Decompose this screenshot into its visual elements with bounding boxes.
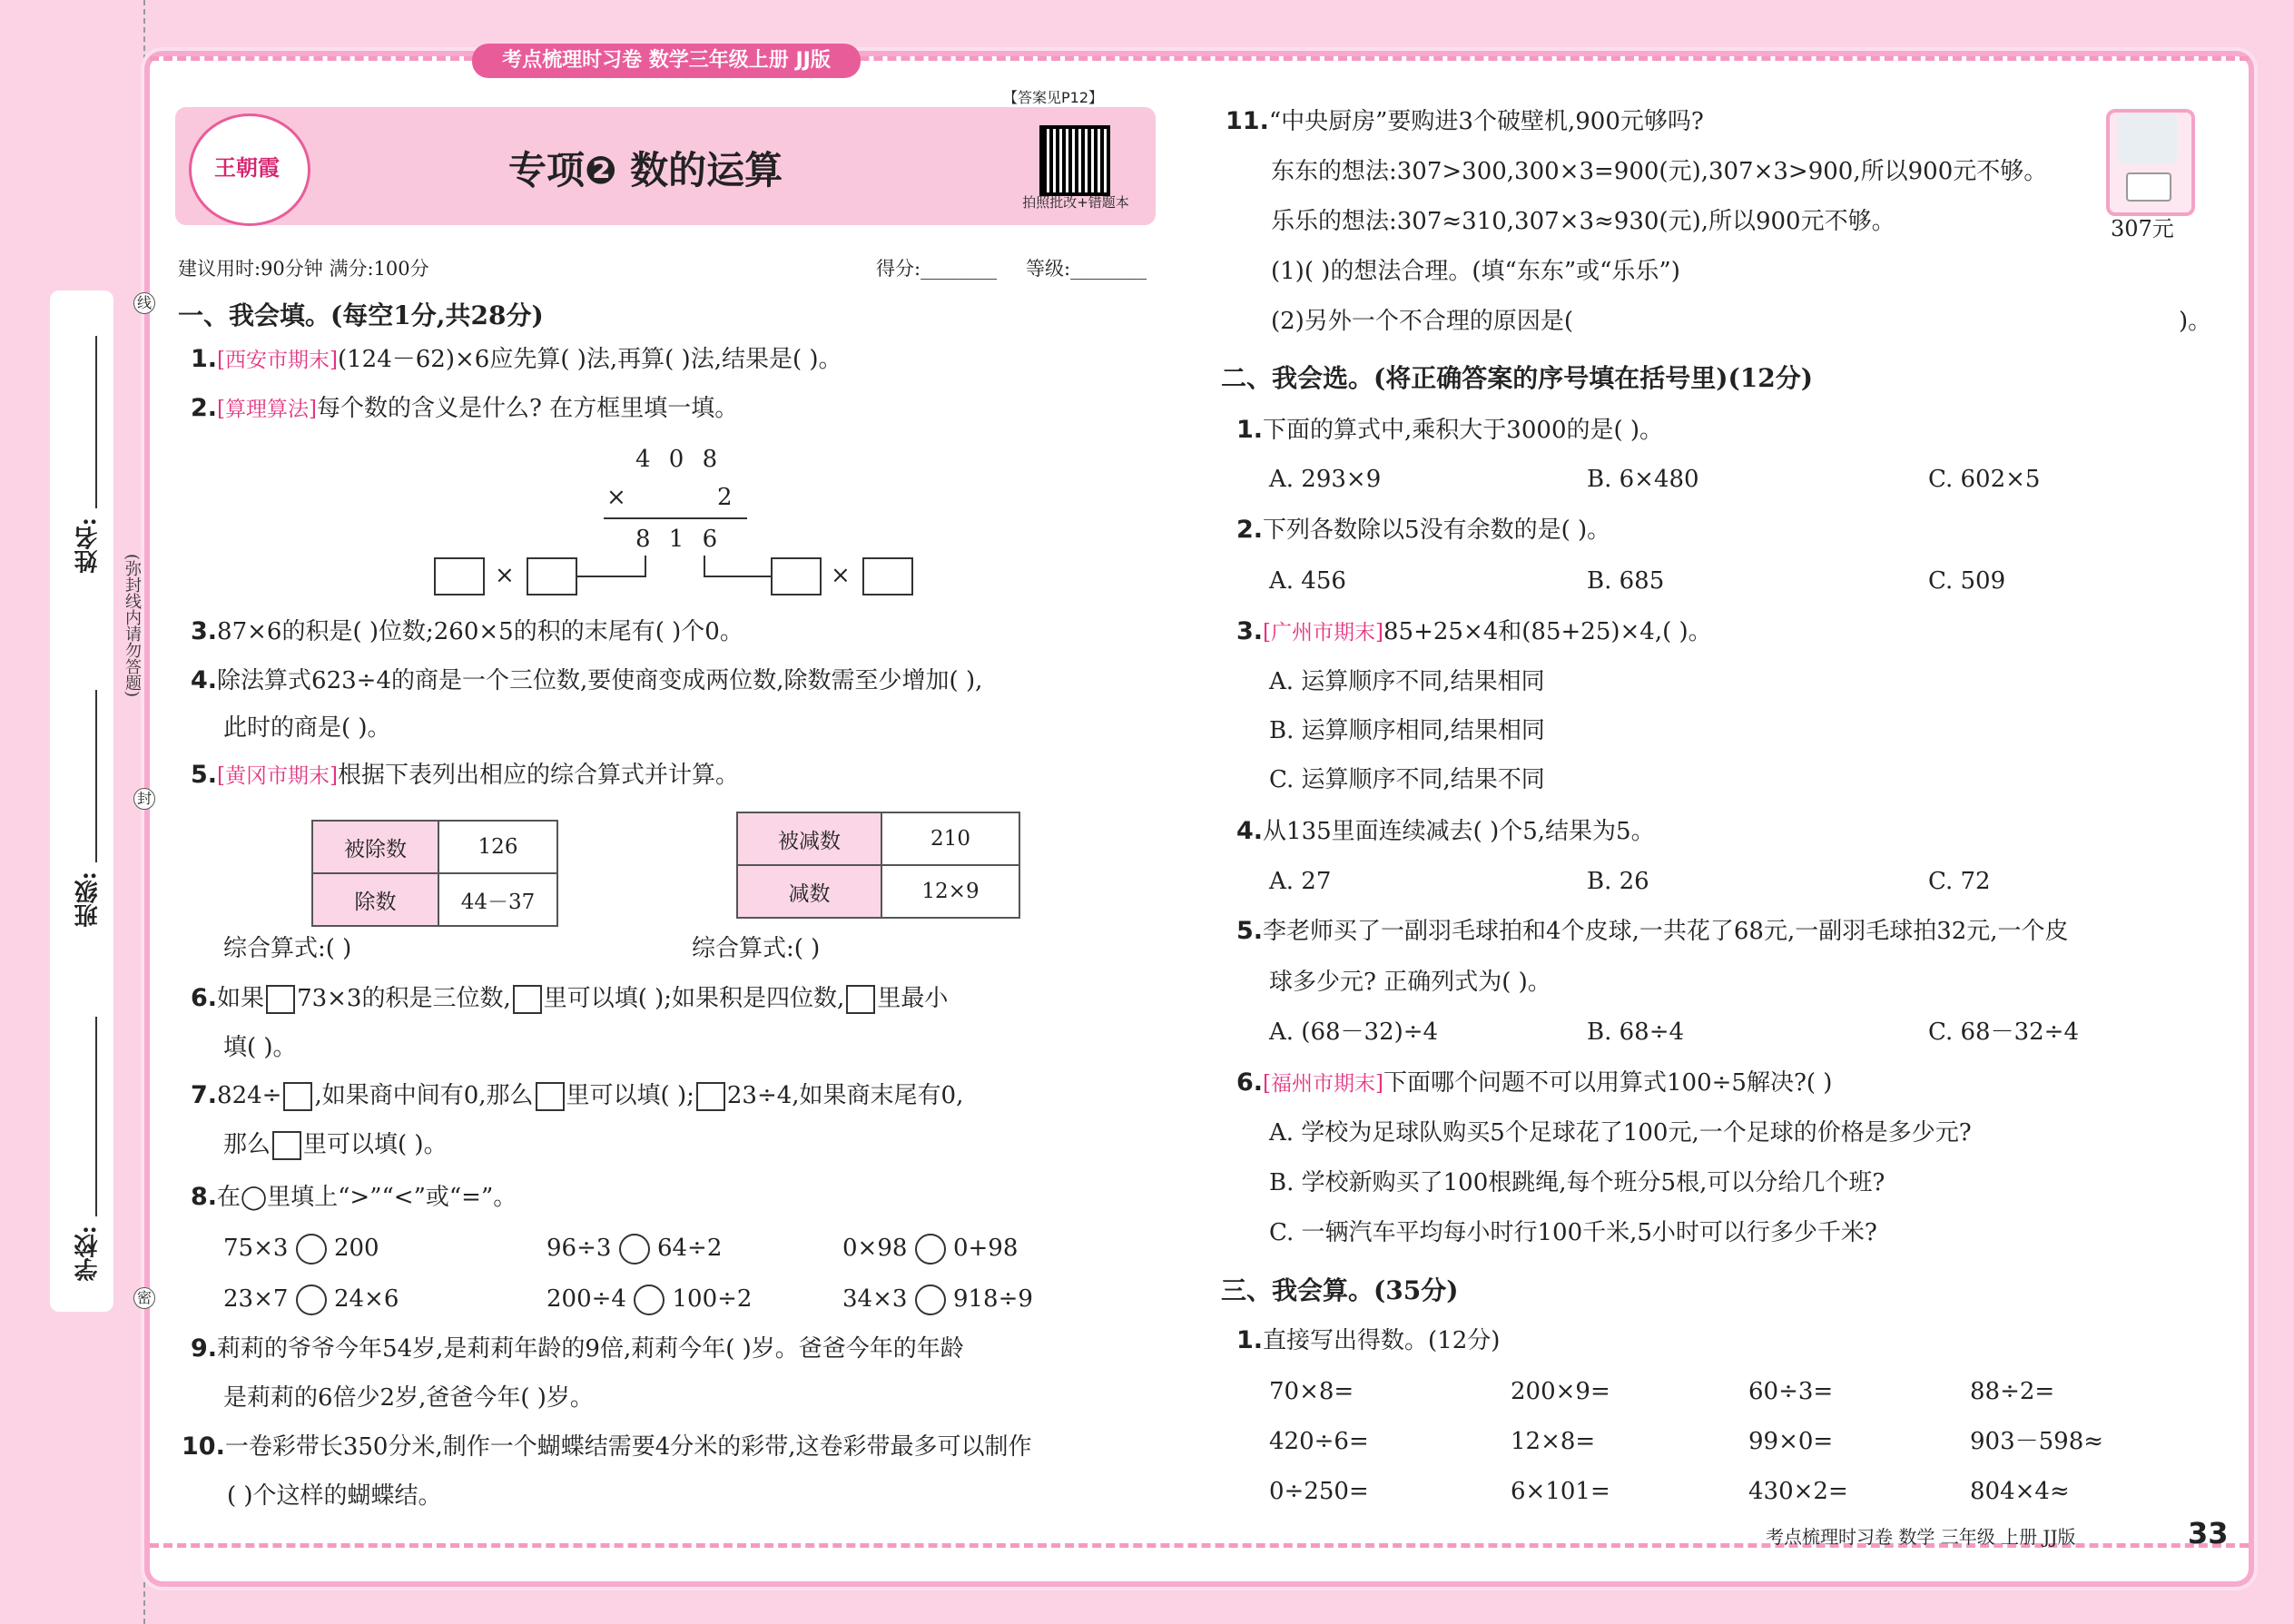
option[interactable]: B. 运算顺序相同,结果相同 xyxy=(1269,717,1545,744)
table-cell: 被减数 xyxy=(737,812,881,865)
seal-char-xian: 线 xyxy=(133,292,155,314)
q1-11: 11.“中央厨房”要购进3个破壁机,900元够吗? xyxy=(1226,107,1704,135)
table-cell: 126 xyxy=(438,821,557,873)
compare-item: 34×3 918÷9 xyxy=(842,1284,1033,1315)
section2-title: 二、我会选。(将正确答案的序号填在括号里)(12分) xyxy=(1221,363,1813,393)
answer-box[interactable] xyxy=(513,985,542,1014)
compare-circle[interactable] xyxy=(915,1284,946,1315)
q1-4-line2: 此时的商是( )。 xyxy=(223,714,391,742)
q1-6-line2: 填( )。 xyxy=(223,1034,297,1061)
bracket-left xyxy=(577,556,646,577)
blender-panel xyxy=(2126,172,2171,202)
table-cell: 44－37 xyxy=(438,873,557,926)
answer-box[interactable] xyxy=(696,1082,725,1111)
compare-item: 23×7 24×6 xyxy=(223,1284,399,1315)
answer-box[interactable] xyxy=(527,557,577,595)
calc-item[interactable]: 430×2= xyxy=(1748,1478,1848,1505)
option[interactable]: B. 6×480 xyxy=(1587,466,1699,493)
answer-box[interactable] xyxy=(771,557,822,595)
compare-item: 96÷3 64÷2 xyxy=(546,1234,722,1265)
compare-circle[interactable] xyxy=(619,1234,650,1265)
lele-idea: 乐乐的想法:307≈310,307×3≈930(元),所以900元不够。 xyxy=(1271,208,1895,235)
seal-note: (弥封线内请勿答题) xyxy=(123,554,142,698)
compare-item: 75×3 200 xyxy=(223,1234,379,1265)
option[interactable]: B. 学校新购买了100根跳绳,每个班分5根,可以分给几个班? xyxy=(1269,1169,1885,1196)
q1-11-part2: (2)另外一个不合理的原因是( xyxy=(1271,308,1573,335)
q1-8: 8.在◯里填上“>”“<”或“=”。 xyxy=(191,1183,517,1211)
option[interactable]: C. 72 xyxy=(1928,868,1991,895)
answer-box[interactable] xyxy=(846,985,875,1014)
expr2-field[interactable]: 综合算式:( ) xyxy=(692,935,821,962)
calc-item[interactable]: 200×9= xyxy=(1511,1378,1610,1405)
answer-box[interactable] xyxy=(266,985,295,1014)
answer-box[interactable] xyxy=(283,1082,312,1111)
q1-4: 4.除法算式623÷4的商是一个三位数,要使商变成两位数,除数需至少增加( ), xyxy=(191,666,983,694)
option[interactable]: A. 456 xyxy=(1269,567,1346,595)
option[interactable]: B. 685 xyxy=(1587,567,1665,595)
option[interactable]: C. 509 xyxy=(1928,567,2006,595)
mult-op2: × xyxy=(831,562,851,589)
option[interactable]: A. 学校为足球队购买5个足球花了100元,一个足球的价格是多少元? xyxy=(1269,1119,1972,1147)
blender-jar xyxy=(2117,113,2177,163)
calc-item[interactable]: 12×8= xyxy=(1511,1428,1596,1455)
mult-op1: × xyxy=(495,562,515,589)
compare-item: 0×98 0+98 xyxy=(842,1234,1018,1265)
calc-item[interactable]: 0÷250= xyxy=(1269,1478,1369,1505)
answer-box[interactable] xyxy=(272,1131,301,1160)
answer-box[interactable] xyxy=(536,1082,565,1111)
option[interactable]: C. 运算顺序不同,结果不同 xyxy=(1269,766,1545,793)
class-line xyxy=(95,690,97,862)
q1-10-line2: ( )个这样的蝴蝶结。 xyxy=(227,1482,442,1510)
q2-5: 5.李老师买了一副羽毛球拍和4个皮球,一共花了68元,一副羽毛球拍32元,一个皮 xyxy=(1236,917,2069,945)
table-cell: 12×9 xyxy=(881,865,1019,918)
q1-11-part1: (1)( )的想法合理。(填“东东”或“乐乐”) xyxy=(1271,258,1680,285)
page-title: 专项❷ 数的运算 xyxy=(508,148,783,192)
name-line xyxy=(95,336,97,508)
section3-title: 三、我会算。(35分) xyxy=(1221,1275,1459,1305)
q1-7-line2: 那么 里可以填( )。 xyxy=(223,1131,448,1158)
bracket-right xyxy=(704,556,773,577)
compare-circle[interactable] xyxy=(915,1234,946,1265)
compare-item: 200÷4 100÷2 xyxy=(546,1284,752,1315)
footer-text: 考点梳理时习卷 数学 三年级 上册 JJ版 xyxy=(1766,1526,2076,1548)
option[interactable]: B. 68÷4 xyxy=(1587,1019,1685,1046)
mult-top: 4 0 8 xyxy=(635,446,724,473)
grade-field[interactable]: 等级:________ xyxy=(1026,258,1147,280)
q1-7: 7.824÷ ,如果商中间有0,那么 里可以填( ); 23÷4,如果商末尾有0, xyxy=(191,1081,964,1109)
option[interactable]: A. 运算顺序不同,结果相同 xyxy=(1269,668,1545,695)
q2-5-line2: 球多少元? 正确列式为( )。 xyxy=(1269,969,1551,996)
compare-circle[interactable] xyxy=(634,1284,665,1315)
score-field[interactable]: 得分:________ xyxy=(876,258,998,280)
q2-2: 2.下列各数除以5没有余数的是( )。 xyxy=(1236,516,1611,544)
q2-1: 1.下面的算式中,乘积大于3000的是( )。 xyxy=(1236,416,1664,444)
q1-5: 5.[黄冈市期末]根据下表列出相应的综合算式并计算。 xyxy=(191,761,740,789)
table-cell: 被除数 xyxy=(312,821,438,873)
option[interactable]: A. 293×9 xyxy=(1269,466,1382,493)
seal-char-feng: 封 xyxy=(133,788,155,810)
q2-3: 3.[广州市期末]85+25×4和(85+25)×4,( )。 xyxy=(1236,617,1712,645)
calc-item[interactable]: 99×0= xyxy=(1748,1428,1834,1455)
mult-result: 8 1 6 xyxy=(635,526,724,553)
q1-2: 2.[算理算法]每个数的含义是什么? 在方框里填一填。 xyxy=(191,394,739,422)
name-label: 姓名: xyxy=(74,517,102,574)
q2-4: 4.从135里面连续减去( )个5,结果为5。 xyxy=(1236,817,1655,845)
calc-item[interactable]: 6×101= xyxy=(1511,1478,1610,1505)
option[interactable]: C. 一辆汽车平均每小时行100千米,5小时可以行多少千米? xyxy=(1269,1219,1877,1246)
table-division xyxy=(311,820,558,927)
answer-box[interactable] xyxy=(862,557,913,595)
class-label: 班级: xyxy=(74,871,102,928)
table-cell: 210 xyxy=(881,812,1019,865)
q1-1: 1.[西安市期末](124－62)×6应先算( )法,再算( )法,结果是( )。 xyxy=(191,345,842,373)
mult-second: 2 xyxy=(717,484,733,511)
option[interactable]: C. 68－32÷4 xyxy=(1928,1019,2079,1046)
option[interactable]: A. (68－32)÷4 xyxy=(1269,1019,1439,1046)
calc-item[interactable]: 804×4≈ xyxy=(1970,1478,2070,1505)
q1-9-line2: 是莉莉的6倍少2岁,爸爸今年( )岁。 xyxy=(223,1384,594,1412)
q1-6: 6.如果 73×3的积是三位数, 里可以填( );如果积是四位数, 里最小 xyxy=(191,984,949,1012)
student-info-strip xyxy=(50,290,113,1312)
dongdong-idea: 东东的想法:307>300,300×3=900(元),307×3>900,所以900元不够。 xyxy=(1271,158,2048,185)
calc-item[interactable]: 420÷6= xyxy=(1269,1428,1369,1455)
q1-9: 9.莉莉的爷爷今年54岁,是莉莉年龄的9倍,莉莉今年( )岁。爸爸今年的年龄 xyxy=(191,1334,964,1363)
answer-box[interactable] xyxy=(434,557,485,595)
compare-circle[interactable] xyxy=(296,1234,327,1265)
q3-1: 1.直接写出得数。(12分) xyxy=(1236,1326,1501,1354)
calc-item[interactable]: 903－598≈ xyxy=(1970,1428,2104,1455)
calc-item[interactable]: 60÷3= xyxy=(1748,1378,1834,1405)
mult-times: × xyxy=(606,484,626,511)
answer-reference: 【答案见P12】 xyxy=(1002,89,1103,106)
qr-code-icon xyxy=(1039,125,1110,196)
calc-item[interactable]: 88÷2= xyxy=(1970,1378,2055,1405)
q2-6: 6.[福州市期末]下面哪个问题不可以用算式100÷5解决?( ) xyxy=(1236,1068,1833,1097)
q1-3: 3.87×6的积是( )位数;260×5的积的末尾有( )个0。 xyxy=(191,617,743,645)
logo-text: 王朝霞 xyxy=(214,154,280,181)
calc-item[interactable]: 70×8= xyxy=(1269,1378,1354,1405)
section1-title: 一、我会填。(每空1分,共28分) xyxy=(178,300,544,330)
school-line xyxy=(95,1017,97,1216)
q1-10: 10.一卷彩带长350分米,制作一个蝴蝶结需要4分米的彩带,这卷彩带最多可以制作 xyxy=(182,1432,1032,1461)
expr1-field[interactable]: 综合算式:( ) xyxy=(223,935,352,962)
qr-label: 拍照批改+错题本 xyxy=(1022,194,1129,211)
option[interactable]: B. 26 xyxy=(1587,868,1649,895)
table-subtraction xyxy=(736,812,1020,919)
binding-line xyxy=(143,0,145,1624)
option[interactable]: C. 602×5 xyxy=(1928,466,2041,493)
q1-11-part2-end: )。 xyxy=(2179,308,2212,335)
seal-char-mi: 密 xyxy=(133,1287,155,1309)
page-number: 33 xyxy=(2188,1516,2229,1550)
table-cell: 除数 xyxy=(312,873,438,926)
table-cell: 减数 xyxy=(737,865,881,918)
compare-circle[interactable] xyxy=(296,1284,327,1315)
time-info: 建议用时:90分钟 满分:100分 xyxy=(178,258,429,280)
option[interactable]: A. 27 xyxy=(1269,868,1332,895)
blender-price: 307元 xyxy=(2111,216,2174,241)
top-banner: 考点梳理时习卷 数学三年级上册 JJ版 xyxy=(472,44,861,78)
school-label: 学校: xyxy=(74,1225,102,1282)
mult-rule xyxy=(604,517,747,519)
top-dashed-border xyxy=(150,56,2249,61)
